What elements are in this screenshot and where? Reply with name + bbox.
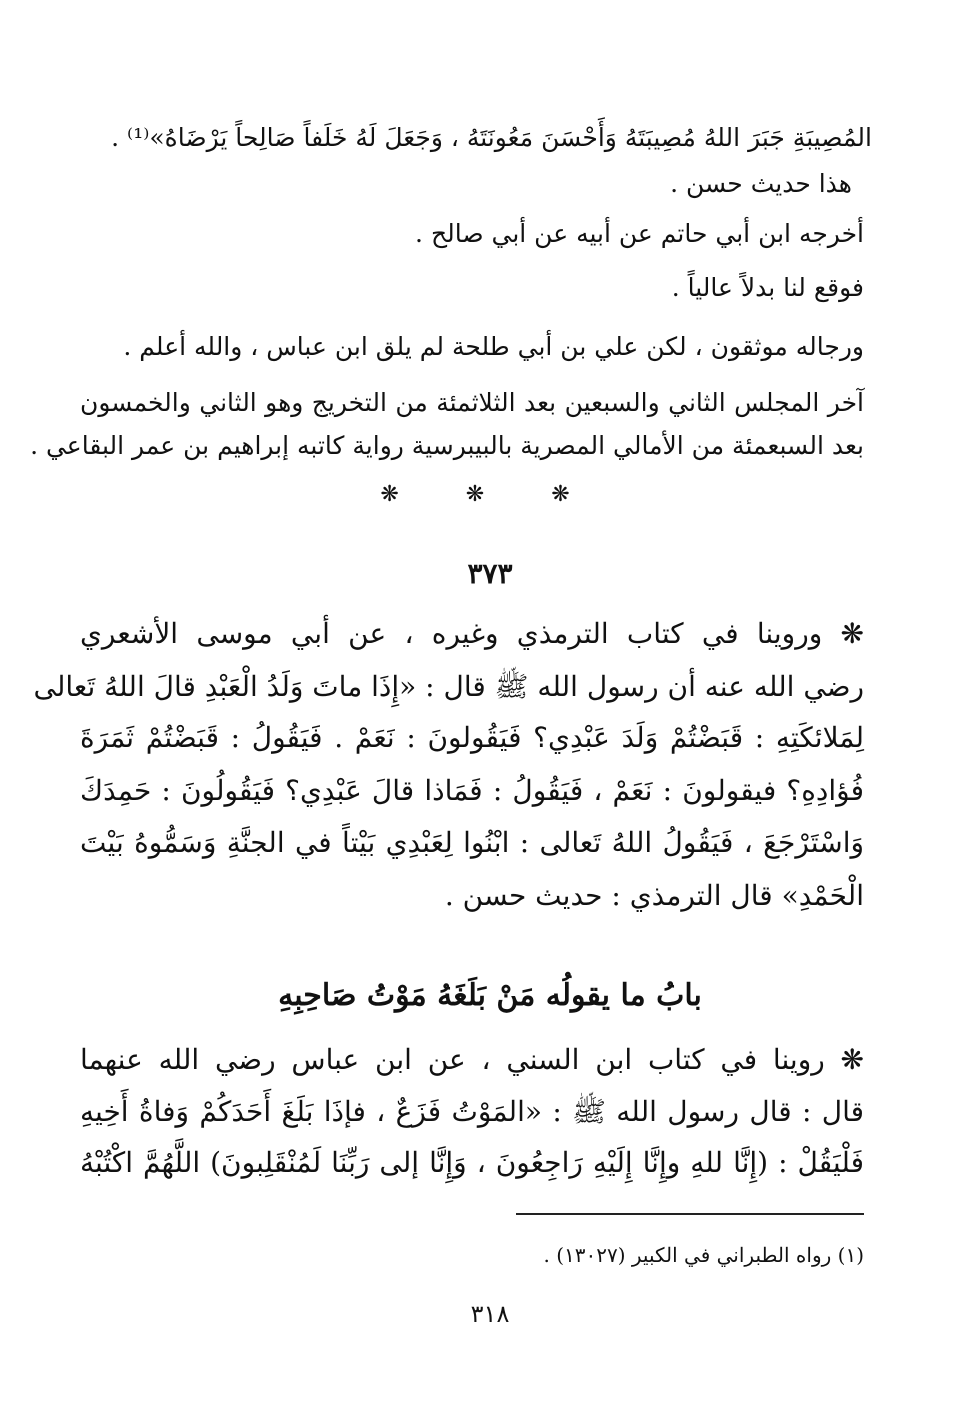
text-line-top-7: بعد السبعمئة من الأمالي المصرية بالبيبرسية رواية كاتبه إبراهيم بن عمر البقاعي .	[30, 431, 864, 460]
section-number-heading: ٣٧٣	[467, 557, 513, 590]
text-line-top-2: هذا حديث حسن .	[670, 169, 852, 198]
text-line-top-3: أخرجه ابن أبي حاتم عن أبيه عن أبي صالح .	[415, 219, 864, 248]
footnote-divider	[516, 1213, 864, 1215]
text-line-top-5: ورجاله موثقون ، لكن علي بن أبي طلحة لم يلق ابن عباس ، والله أعلم .	[123, 332, 864, 361]
chapter-text-line-1: ❋ روينا في كتاب ابن السني ، عن ابن عباس رضي الله عنهما	[80, 1043, 864, 1076]
chapter-text-line-2: قال : قال رسول الله ﷺ : «المَوْتُ فَزَعٌ ، فإذَا بَلَغَ أَحَدَكُمْ وَفاةُ أَخِيهِ	[80, 1095, 864, 1128]
hadith-line-6: الْحَمْدِ» قال الترمذي : حديث حسن .	[444, 879, 864, 912]
footnote-1: (١) رواه الطبراني في الكبير (١٣٠٢٧) .	[543, 1243, 864, 1267]
text-line-top-4: فوقع لنا بدلاً عالياً .	[671, 273, 864, 302]
text-line-top-6: آخر المجلس الثاني والسبعين بعد الثلاثمئة من التخريج وهو الثاني والخمسون	[80, 388, 864, 417]
hadith-line-3: لِمَلائكَتِهِ : قَبَضْتُمْ وَلَدَ عَبْدِي؟ فَيَقُولونَ : نَعَمْ . فَيَقُولُ : قَبَضْتُمْ ثَمَرَةَ	[80, 721, 864, 754]
text-line-top-1: المُصِيبَةِ جَبَرَ اللهُ مُصِيبَتَهُ وَأَحْسَنَ مَعُونَتَهُ ، وَجَعَلَ لَهُ خَلَفاً صَالِحاً يَرْضَاهُ»⁽¹⁾ .	[111, 123, 872, 152]
section-separator-stars: ❋ ❋ ❋	[380, 482, 600, 507]
hadith-line-1: ❋ وروينا في كتاب الترمذي وغيره ، عن أبي موسى الأشعري	[80, 617, 864, 650]
hadith-line-5: وَاسْتَرْجَعَ ، فَيَقُولُ اللهُ تَعالى : ابْنُوا لِعَبْدِي بَيْتاً في الجنَّةِ وَسَمُّوهُ بَيْتَ	[80, 826, 864, 859]
chapter-text-line-3: فَلْيَقُلْ : (إِنَّا للهِ وإِنَّا إِلَيْهِ رَاجِعُونَ ، وَإِنَّا إلى رَبِّنَا لَمُنْقَلِبونَ) اللَّهُمَّ اكْتُبْهُ	[80, 1146, 864, 1179]
hadith-line-4: فُؤادِهِ؟ فيقولونَ : نَعَمْ ، فَيَقُولُ : فَمَاذا قالَ عَبْدِي؟ فَيَقُولُونَ : حَمِدَكَ	[80, 774, 864, 807]
hadith-line-2: رضي الله عنه أن رسول الله ﷺ قال : «إِذَا ماتَ وَلَدُ الْعَبْدِ قالَ اللهُ تَعالى	[33, 670, 864, 703]
chapter-title: بابُ ما يقولُه مَنْ بَلَغَهُ مَوْتُ صَاحِبِهِ	[278, 978, 702, 1013]
page-number: ٣١٨	[470, 1300, 510, 1328]
